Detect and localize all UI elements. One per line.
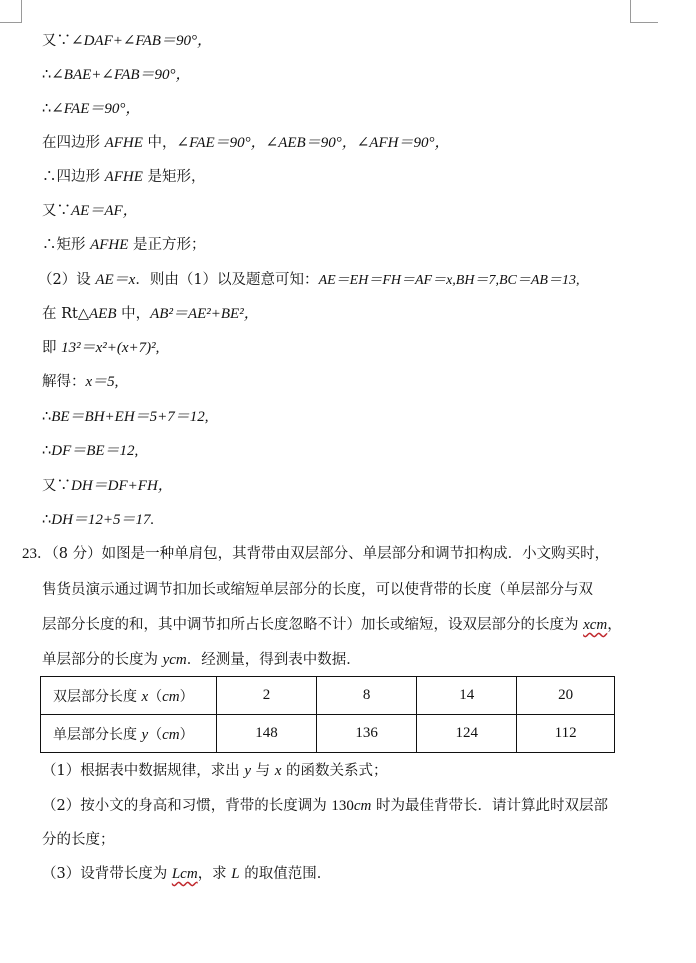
question-score: ．（8 分）	[37, 546, 102, 562]
question-text: 时为最佳背带长．请计算此时双层部	[371, 798, 608, 814]
line-text: 在四边形	[42, 135, 105, 151]
table-cell: 8	[317, 677, 417, 715]
line-text: ∴矩形	[42, 237, 91, 253]
solution-line-13	[42, 441, 138, 461]
solution-line-3	[42, 99, 140, 119]
math-expression: AFHE	[104, 169, 143, 185]
question-23-stem-line-4	[42, 650, 361, 670]
header-text: （	[148, 726, 163, 743]
solution-line-5	[42, 167, 206, 187]
question-23-stem-line-2	[42, 580, 593, 600]
table-cell: 148	[217, 715, 317, 753]
table-cell: 20	[517, 677, 615, 715]
math-expression: BE＝BH+EH＝5+7＝12,	[51, 409, 209, 425]
header-text: ）	[179, 726, 194, 743]
solution-line-14	[42, 476, 173, 496]
table-cell: 14	[417, 677, 517, 715]
header-variable: x	[141, 688, 149, 705]
question-text: 的函数关系式；	[281, 763, 388, 779]
line-text: 解得：	[42, 374, 86, 390]
line-text: 中，	[116, 306, 151, 322]
line-prefix: ∴	[42, 101, 52, 117]
solution-line-7	[42, 235, 206, 255]
line-text: 是正方形；	[128, 237, 206, 253]
line-text: 即	[42, 340, 62, 356]
question-text: ，	[607, 617, 622, 633]
line-prefix: 又∵	[42, 33, 71, 49]
question-text: 售货员演示通过调节扣加长或缩短单层部分的长度，可以使背带的长度（单层部分与双	[42, 582, 593, 598]
line-prefix: 又∵	[42, 203, 71, 219]
line-text: 中，	[142, 135, 177, 151]
line-prefix: ∴	[42, 67, 52, 83]
line-prefix: ∴	[42, 409, 52, 425]
math-expression: 13²＝x²+(x+7)²,	[61, 340, 160, 356]
question-text: （1）根据表中数据规律，求出	[42, 763, 245, 779]
math-expression: AFHE	[90, 237, 129, 253]
math-expression: ∠BAE+∠FAB＝90°，	[51, 67, 191, 83]
question-text: 层部分长度的和，其中调节扣所占长度忽略不计）加长或缩短，设双层部分的长度为	[42, 617, 584, 633]
line-prefix: ∴	[42, 512, 52, 528]
table-cell: 2	[217, 677, 317, 715]
sub-question-2-continued	[42, 830, 115, 850]
table-row	[41, 677, 615, 715]
math-expression: AEB	[89, 306, 117, 322]
variable-ycm: ycm	[162, 652, 187, 668]
line-text: ∴四边形	[42, 169, 105, 185]
math-expression: AFHE	[104, 135, 143, 151]
solution-line-6	[42, 201, 138, 221]
table-row-header	[41, 715, 217, 753]
variable-l: L	[231, 866, 240, 882]
table-cell: 112	[517, 715, 615, 753]
line-text: ．则由（1）以及题意可知：	[135, 272, 319, 288]
line-prefix: 又∵	[42, 478, 71, 494]
sub-question-3	[42, 864, 331, 884]
question-text: ．经测量，得到表中数据．	[186, 652, 361, 668]
solution-line-4	[42, 133, 449, 153]
math-expression: DH＝DF+FH，	[71, 478, 173, 494]
sub-question-1	[42, 761, 388, 781]
solution-line-9	[42, 304, 259, 324]
variable-y: y	[244, 763, 252, 779]
math-expression: AE＝x	[95, 272, 136, 288]
math-expression: ∠FAE＝90°，	[51, 101, 141, 117]
question-text: 分的长度；	[42, 832, 115, 848]
sub-question-2	[42, 796, 608, 816]
question-text: （2）按小文的身高和习惯，背带的长度调为	[42, 798, 332, 814]
header-unit: cm	[162, 726, 180, 743]
math-expression: DF＝BE＝12,	[51, 443, 139, 459]
line-text: 在 Rt△	[42, 306, 90, 322]
page-corner-mark-right	[630, 0, 658, 23]
unit-cm: cm	[353, 798, 372, 814]
question-text: 的取值范围．	[239, 866, 332, 882]
header-unit: cm	[162, 688, 180, 705]
line-text: （2）设	[38, 272, 96, 288]
value-130: 130	[331, 798, 354, 814]
question-text: 如图是一种单肩包，其背带由双层部分、单层部分和调节扣构成．小文购买时，	[101, 546, 610, 562]
question-23-stem-line-1	[22, 544, 609, 564]
question-23-stem-line-3	[42, 615, 622, 635]
table-cell: 136	[317, 715, 417, 753]
solution-line-11	[42, 372, 118, 392]
solution-line-10	[42, 338, 159, 358]
question-text: 与	[251, 763, 275, 779]
question-text: ，求	[197, 866, 232, 882]
math-expression: x＝5,	[85, 374, 119, 390]
question-text: 单层部分的长度为	[42, 652, 163, 668]
table-row	[41, 715, 615, 753]
header-variable: y	[141, 726, 149, 743]
math-expression: DH＝12+5＝17.	[51, 512, 155, 528]
variable-lcm: Lcm	[171, 866, 198, 882]
header-text: 双层部分长度	[53, 688, 142, 705]
solution-line-2	[42, 65, 191, 85]
measurement-table	[40, 676, 615, 753]
line-prefix: ∴	[42, 443, 52, 459]
header-text: 单层部分长度	[53, 726, 142, 743]
variable-x: x	[274, 763, 282, 779]
table-row-header	[41, 677, 217, 715]
table-cell: 124	[417, 715, 517, 753]
solution-line-12	[42, 407, 209, 427]
line-text: 是矩形，	[142, 169, 206, 185]
math-expression: AE＝AF，	[71, 203, 138, 219]
math-expression: AE＝EH＝FH＝AF＝x,BH＝7,BC＝AB＝13,	[318, 273, 580, 288]
page-corner-mark-left	[0, 0, 22, 23]
math-expression: ∠DAF+∠FAB＝90°，	[71, 33, 212, 49]
math-expression: ∠FAE＝90°，∠AEB＝90°，∠AFH＝90°，	[176, 135, 450, 151]
variable-xcm: xcm	[583, 617, 608, 633]
header-text: （	[148, 688, 163, 705]
header-text: ）	[179, 688, 194, 705]
solution-line-8	[38, 270, 579, 291]
question-text: （3）设背带长度为	[42, 866, 172, 882]
math-expression: AB²＝AE²+BE²，	[150, 306, 259, 322]
solution-line-15	[42, 510, 154, 530]
solution-line-1	[42, 31, 212, 51]
question-number: 23	[22, 546, 37, 562]
